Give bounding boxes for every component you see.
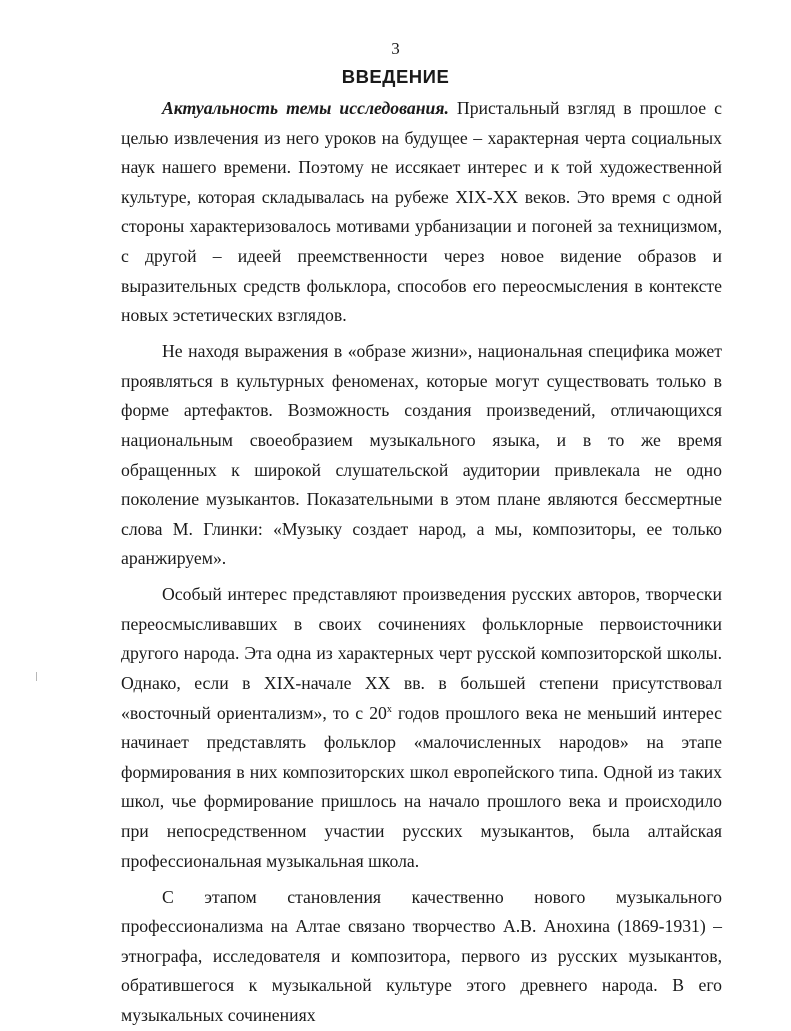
paragraph-text: Не находя выражения в «образе жизни», национальная специфика может проявляться в культурных феноменах, которые могут существовать только в форме артефактов. Возможность создания произведений, отличающихся национальным своеобразием музыкального языка, и в то же время обращенных к широкой слушательской аудитории привлекала не одно поколение музыкантов. Показательными в этом плане являются бессмертные слова М. Глинки: «Музыку создает народ, а мы, композиторы, ее только аранжируем». — [121, 341, 722, 569]
superscript-suffix: х — [386, 703, 392, 715]
section-heading: ВВЕДЕНИЕ — [341, 66, 450, 87]
paragraph-lead-in: Актуальность темы исследования. — [162, 98, 449, 118]
paragraph-text: С этапом становления качественно нового музыкального профессионализма на Алтае связано творчество А.В. Анохина (1869-1931) – этнографа, исследователя и композитора, первого из русских музыкантов, обратившегося к музыкальной культуре этого древнего народа. В его музыкальных сочинениях — [121, 886, 722, 1025]
paragraph-relevance — [121, 94, 722, 331]
paragraph-anokhin — [121, 883, 722, 1031]
scan-edge-mark — [36, 672, 37, 681]
paragraph-text: Особый интерес представляют произведения русских авторов, творчески переосмысливавших в своих сочинениях фольклорные первоисточники другого народа. Эта одна из характерных черт русской композиторской школы. Однако, если в XIX-начале XX вв. в большей степени присутствовал «восточный ориентализм», то с 20 — [121, 584, 722, 723]
body-text — [121, 94, 722, 1031]
paragraph-text: Пристальный взгляд в прошлое с целью извлечения из него уроков на будущее – характерная черта социальных наук нашего времени. Поэтому не иссякает интерес и к той художественной культуре, которая складывалась на рубеже XIX-XX веков. Это время с одной стороны характеризовалось мотивами урбанизации и погоней за техницизмом, с другой – идеей преемственности через новое видение образов и выразительных средств фольклора, способов его переосмысления в контексте новых эстетических взглядов. — [121, 98, 723, 326]
paragraph-russian-authors — [121, 580, 722, 876]
paragraph-national-specificity — [121, 337, 722, 574]
page-number: 3 — [391, 39, 400, 58]
paragraph-text: годов прошлого века не меньший интерес начинает представлять фольклор «малочисленных народов» на этапе формирования в них композиторских школ европейского типа. Одной из таких школ, чье формирование пришлось на начало прошлого века и происходило при непосредственном участии русских музыкантов, была алтайская профессиональная музыкальная школа. — [121, 702, 722, 871]
